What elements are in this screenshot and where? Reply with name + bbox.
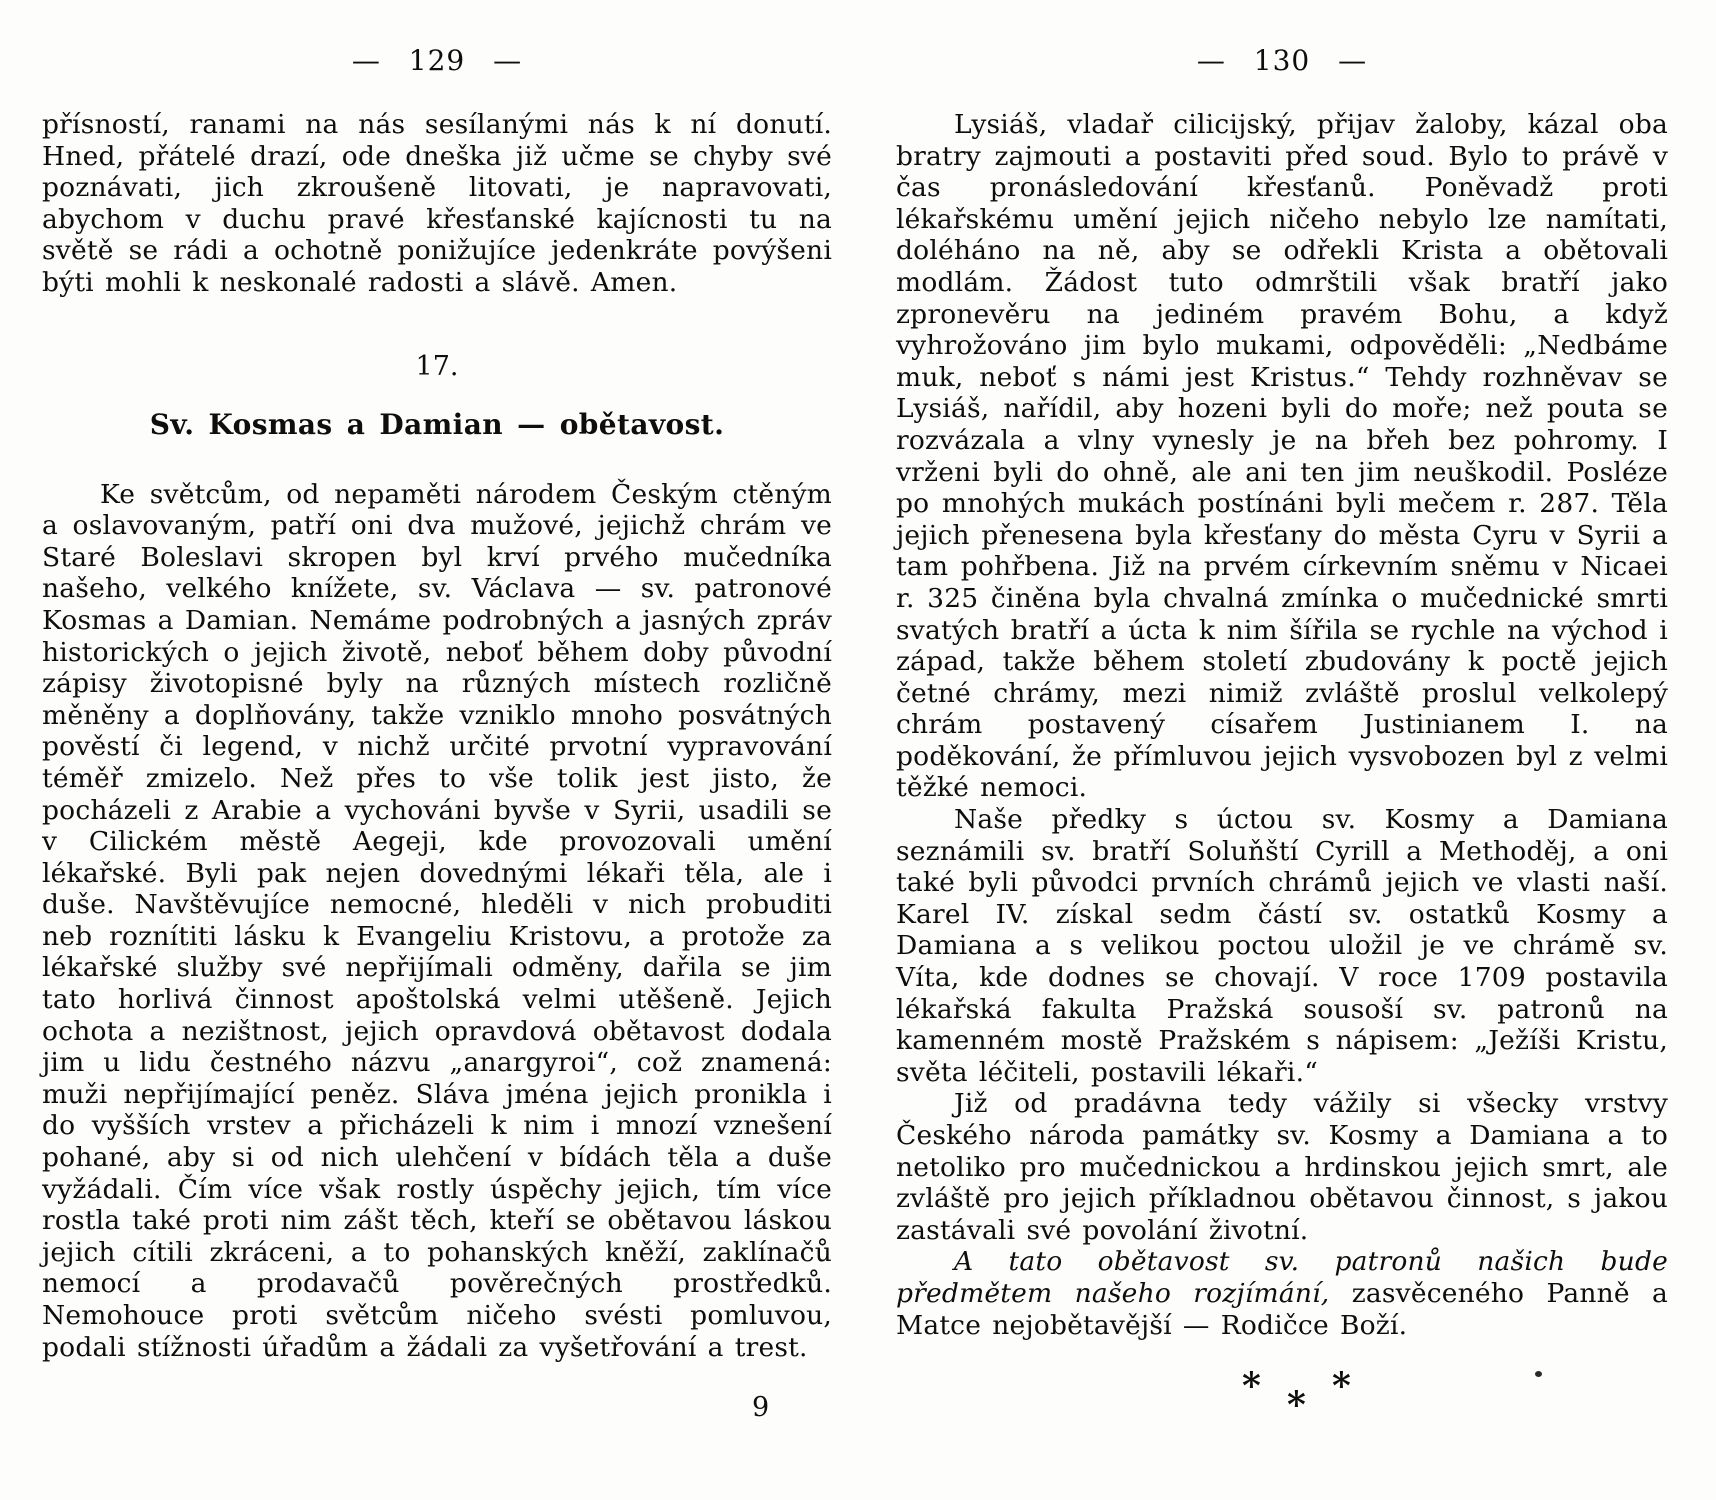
asterisk-divider: * (1287, 1384, 1306, 1426)
closing-paragraph-italic-part: A tato obětavost sv. patronů našich bude předmětem našeho rozjímání, (896, 1246, 1668, 1309)
print-speck (1535, 1371, 1542, 1377)
signature-mark: 9 (752, 1392, 770, 1423)
body-paragraph: Naše předky s úctou sv. Kosmy a Damiana seznámili sv. bratří Soluňští Cyrill a Methoděj, a oni také byli původci prvních chrámů jejich ve vlasti naší. Karel IV. získal sedm částí sv. ostatků Kosmy a Damiana a s velikou poctou uložil je ve chrámě sv. Víta, kde dodnes se chovají. V roce 1709 postavila lékařská fakulta Pražská sousoší sv. patronů na kamenném mostě Pražském s nápisem: „Ježíši Kristu, světa léčiteli, postavili lékaři.“ (896, 804, 1668, 1088)
page-number-129: — 129 — (351, 44, 523, 77)
closing-paragraph (896, 1246, 1668, 1341)
chapter-title: Sv. Kosmas a Damian — obětavost. (149, 407, 725, 441)
page-130 (896, 44, 1668, 1341)
body-paragraph: Ke světcům, od nepaměti národem Českým ctěným a oslavovaným, patří oni dva mužové, jejichž chrám ve Staré Boleslavi skropen byl krví prvého mučedníka našeho, velkého knížete, sv. Václava — sv. patronové Kosmas a Damian. Nemáme podrobných a jasných zpráv historických o jejich životě, neboť během doby původní zápisy životopisné byly na různých místech rozličně měněny a doplňovány, takže vzniklo mnoho posvátných pověstí či legend, v nichž určité prvotní vypravování téměř zmizelo. Než přes to vše tolik jest jisto, že pocházeli z Arabie a vychováni byvše v Syrii, usadili se v Cilickém městě Aegeji, kde provozovali umění lékařské. Byli pak nejen dovednými lékaři těla, ale i duše. Navštěvujíce nemocné, hleděli v nich probuditi neb roznítiti lásku k Evangeliu Kristovu, a protože za lékařské služby své nepřijímali odměny, dařila se jim tato horlivá činnost apoštolská velmi utěšeně. Jejich ochota a nezištnost, jejich opravdová obětavost dodala jim u lidu čestného názvu „anargyroi“, což znamená: muži nepřijímající peněz. Sláva jména jejich pronikla i do vyšších vrstev a přicházeli k nim i mnozí vznešení pohané, aby si od nich ulehčení v bídách těla a duše vyžádali. Čím více však rostly úspěchy jejich, tím více rostla také proti nim zášt těch, kteří se obětavou láskou jejich cítili zkráceni, a to pohanských kněží, zaklínačů nemocí a prodavačů pověrečných prostředků. Nemohouce proti světcům ničeho svésti pomluvou, podali stížnosti úřadům a žádali za vyšetřování a trest. (42, 478, 832, 1363)
body-paragraph: Lysiáš, vladař cilicijský, přijav žaloby, kázal oba bratry zajmouti a postaviti před soud. Bylo to právě v čas pronásledování křesťanů. Poněvadž proti lékařskému umění jejich ničeho nebylo lze namítati, doléháno na ně, aby se odřekli Krista a obětovali modlám. Žádost tuto odmrštili však bratří jako zpronevěru na jediném pravém Bohu, a když vyhrožováno jim bylo mukami, odpověděli: „Nedbáme muk, neboť s námi jest Kristus.“ Tehdy rozhněvav se Lysiáš, nařídil, aby hozeni byli do moře; než pouta se rozvázala a vlny vynesly je na břeh bez pohromy. I vrženi byli do ohně, ale ani ten jim neuškodil. Posléze po mnohých mukách postínáni byli mečem r. 287. Těla jejich přenesena byla křesťany do města Cyru v Syrii a tam pohřbena. Již na prvém církevním sněmu v Nicaei r. 325 činěna byla chvalná zmínka o mučednické smrti svatých bratří a úcta k nim šířila se rychle na východ i západ, takže během století zbudovány k poctě jejich četné chrámy, mezi nimiž zvláště proslul velkolepý chrám postavený císařem Justinianem I. na poděkování, že přímluvou jejich vysvobozen byl z velmi těžké nemoci. (896, 109, 1668, 804)
continuation-paragraph: přísností, ranami na nás sesílanými nás k ní donutí. Hned, přátelé drazí, ode dneška již učme se chyby své poznávati, jich zkroušeně litovati, je napravovati, abychom v duchu pravé křesťanské kajícnosti tu na světě se rádi a ochotně ponižujíce jedenkráte povýšeni býti mohli k neskonalé radosti a slávě. Amen. (42, 109, 832, 298)
asterisk-divider: * (1332, 1365, 1351, 1407)
asterisk-divider: * (1242, 1365, 1261, 1407)
chapter-number: 17. (415, 350, 459, 382)
page-number-130: — 130 — (1196, 44, 1368, 77)
page-129 (42, 44, 832, 1363)
closing-paragraph-roman-part: zasvěceného Panně a Matce nejobětavější — Rodičce Boží. (896, 1277, 1669, 1341)
body-paragraph: Již od pradávna tedy vážily si všecky vrstvy Českého národa památky sv. Kosmy a Damiana a to netoliko pro mučednickou a hrdinskou jejich smrt, ale zvláště pro jejich příkladnou obětavou činnost, s jakou zastávali své povolání životní. (896, 1088, 1668, 1246)
